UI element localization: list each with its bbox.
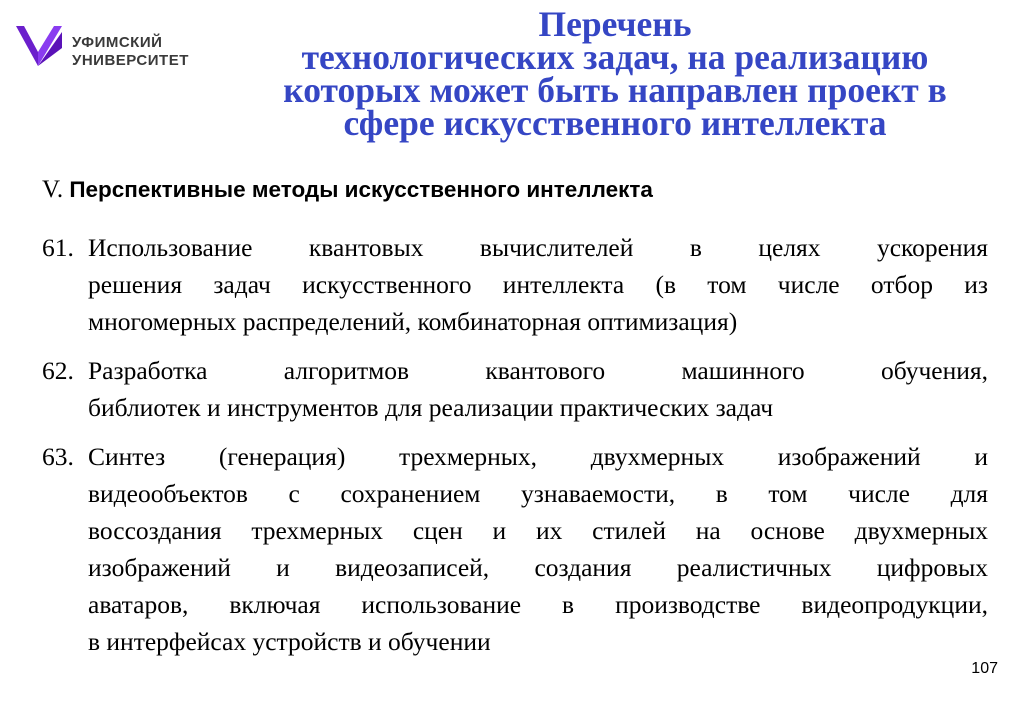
item-line: изображений и видеозаписей, создания реалистичных цифровых bbox=[88, 553, 988, 582]
item-text bbox=[88, 352, 988, 426]
item-number: 62. bbox=[42, 356, 74, 385]
title-line: Перечень bbox=[538, 4, 692, 44]
item-line: воссоздания трехмерных сцен и их стилей на основе двухмерных bbox=[88, 516, 988, 545]
list-item bbox=[42, 229, 988, 340]
page-title bbox=[215, 4, 1015, 143]
list-item bbox=[42, 352, 988, 426]
item-line: многомерных распределений, комбинаторная оптимизация) bbox=[88, 307, 738, 336]
item-text bbox=[88, 229, 988, 340]
title-line: сфере искусственного интеллекта bbox=[343, 103, 887, 143]
item-line: Использование квантовых вычислителей в целях ускорения bbox=[88, 233, 988, 262]
item-text bbox=[88, 438, 988, 660]
logo-line-2: УНИВЕРСИТЕТ bbox=[72, 52, 189, 69]
logo-line-1: УФИМСКИЙ bbox=[72, 34, 163, 51]
item-number: 63. bbox=[42, 442, 74, 471]
section-roman-numeral: V. bbox=[42, 176, 64, 203]
task-list bbox=[42, 229, 988, 672]
university-logo bbox=[14, 22, 244, 76]
item-line: библиотек и инструментов для реализации практических задач bbox=[88, 393, 774, 422]
item-line: решения задач искусственного интеллекта (в том числе отбор из bbox=[88, 270, 988, 299]
item-line: видеообъектов с сохранением узнаваемости, в том числе для bbox=[88, 479, 988, 508]
list-item bbox=[42, 438, 988, 660]
title-line: технологических задач, на реализацию bbox=[301, 37, 929, 77]
item-line: в интерфейсах устройств и обучении bbox=[88, 627, 491, 656]
ufa-university-emblem-icon bbox=[14, 22, 64, 76]
item-line: аватаров, включая использование в производстве видеопродукции, bbox=[88, 590, 988, 619]
section-title: Перспективные методы искусственного интеллекта bbox=[69, 177, 653, 202]
item-line: Синтез (генерация) трехмерных, двухмерных изображений и bbox=[88, 442, 988, 471]
page-number: 107 bbox=[971, 660, 998, 677]
item-number: 61. bbox=[42, 233, 74, 262]
section-heading bbox=[42, 176, 653, 204]
item-line: Разработка алгоритмов квантового машинного обучения, bbox=[88, 356, 988, 385]
title-line: которых может быть направлен проект в bbox=[283, 70, 947, 110]
logo-wordmark bbox=[72, 34, 189, 70]
